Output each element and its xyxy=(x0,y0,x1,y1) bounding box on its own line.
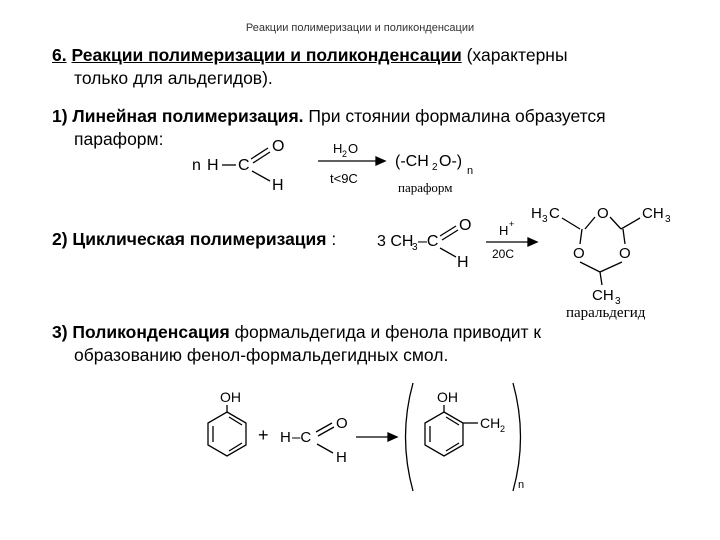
ring-bond-7 xyxy=(580,262,600,272)
section-6-heading: Реакции полимеризации и поликонденсации xyxy=(71,45,462,65)
eq1-h: H xyxy=(207,157,219,174)
eq2-cond-20c: 20C xyxy=(492,247,515,261)
eq3-oh-right: OH xyxy=(437,389,458,405)
eq3-paren-right xyxy=(513,383,521,491)
eq3-h: H xyxy=(280,429,291,446)
eq1-product-name: параформ xyxy=(398,180,453,195)
eq2-coef: 3 CH xyxy=(377,233,414,250)
equation-polycondensation xyxy=(208,383,524,491)
ring-bottom-sub: 3 xyxy=(615,296,621,307)
benzene-right-db2 xyxy=(446,443,459,451)
eq3-arrow-head xyxy=(388,433,397,441)
eq1-product-2: 2 xyxy=(432,162,438,173)
eq2-arrow-head xyxy=(528,238,537,246)
eq1-cond-h: H xyxy=(333,141,343,156)
eq2-sub3: 3 xyxy=(412,242,418,253)
eq3-ch2: CH xyxy=(480,415,501,431)
item-2-colon: : xyxy=(326,229,337,249)
ring-bond-4 xyxy=(621,218,640,229)
item-3-label: 3) Поликонденсация xyxy=(52,322,230,342)
ring-bond-9 xyxy=(600,272,602,285)
eq3-double-bond-a xyxy=(316,423,332,432)
ring-bond-1 xyxy=(562,218,580,229)
eq3-plus: + xyxy=(258,425,269,445)
eq2-bond-ch xyxy=(440,248,456,257)
equation-cyclic-polymerization xyxy=(377,205,671,321)
eq2-double-bond-b xyxy=(442,230,458,240)
eq1-product-b: O-) xyxy=(439,153,463,170)
ring-top-left-c: C xyxy=(549,205,560,222)
section-6-line2: только для альдегидов). xyxy=(74,68,273,88)
eq1-h-bottom: H xyxy=(272,177,284,194)
eq1-o: O xyxy=(272,138,285,155)
eq3-n: n xyxy=(518,479,525,491)
ring-o-left: O xyxy=(573,245,585,262)
item-3-text: формальдегида и фенола приводит к xyxy=(229,322,542,342)
ring-top-right-ch: CH xyxy=(642,205,664,222)
item-2-label: 2) Циклическая полимеризация xyxy=(52,229,327,249)
ring-o-right: O xyxy=(619,245,631,262)
eq2-cond-plus: + xyxy=(509,219,515,229)
eq1-cond-t: t<9C xyxy=(330,171,358,186)
eq3-paren-left xyxy=(406,383,414,491)
eq2-double-bond-a xyxy=(440,226,456,236)
benzene-left-db3 xyxy=(229,417,242,425)
eq3-oh-left: OH xyxy=(220,389,241,405)
item-1-line2: параформ: xyxy=(74,129,164,149)
eq3-o: O xyxy=(336,415,348,432)
eq2-cond-h: H xyxy=(499,223,509,238)
eq1-product-n: n xyxy=(467,165,474,177)
eq2-h: H xyxy=(457,254,469,271)
eq1-double-bond-a xyxy=(251,148,268,159)
eq1-product-a: (-CH xyxy=(395,153,429,170)
item-1-label: 1) Линейная полимеризация. xyxy=(52,106,304,126)
eq2-o: O xyxy=(459,217,472,234)
ring-bond-6 xyxy=(623,229,625,244)
section-6-number: 6. xyxy=(52,45,67,65)
eq1-arrow-head xyxy=(376,157,385,165)
benzene-right-db3 xyxy=(446,417,459,425)
benzene-left xyxy=(208,412,246,456)
ring-bond-2 xyxy=(585,217,595,229)
benzene-right xyxy=(425,412,463,456)
item-3-line2: образованию фенол-формальдегидных смол. xyxy=(74,345,449,365)
eq1-cond-2: 2 xyxy=(342,149,348,159)
eq3-c: –C xyxy=(292,429,312,446)
eq1-c: C xyxy=(238,157,250,174)
eq2-dash-c: –C xyxy=(418,233,439,250)
equation-linear-polymerization xyxy=(192,138,473,195)
eq1-bond-ch xyxy=(252,171,270,181)
ring-bottom-ch: CH xyxy=(592,287,614,304)
eq3-double-bond-b xyxy=(318,427,334,436)
ring-bond-8 xyxy=(600,262,622,272)
eq3-bond-ch xyxy=(317,444,333,453)
eq3-ch2-sub: 2 xyxy=(500,424,506,434)
eq1-cond-o: O xyxy=(348,141,359,156)
eq1-double-bond-b xyxy=(253,152,270,163)
ring-o-top: O xyxy=(597,205,609,222)
eq2-product-name: паральдегид xyxy=(566,305,646,321)
ring-top-right-sub: 3 xyxy=(665,214,671,225)
ring-top-left-sub: 3 xyxy=(542,214,548,225)
eq1-n: n xyxy=(192,157,201,174)
ring-bond-5 xyxy=(580,229,582,244)
item-1-text: При стоянии формалина образуется xyxy=(303,106,606,126)
eq3-h-bottom: H xyxy=(336,449,347,466)
ring-bond-3 xyxy=(610,217,621,229)
section-6-rest: (характерны xyxy=(461,45,568,65)
benzene-left-db2 xyxy=(229,443,242,451)
slide-title: Реакции полимеризации и поликонденсации xyxy=(245,22,475,34)
ring-top-left-h: H xyxy=(531,205,542,222)
